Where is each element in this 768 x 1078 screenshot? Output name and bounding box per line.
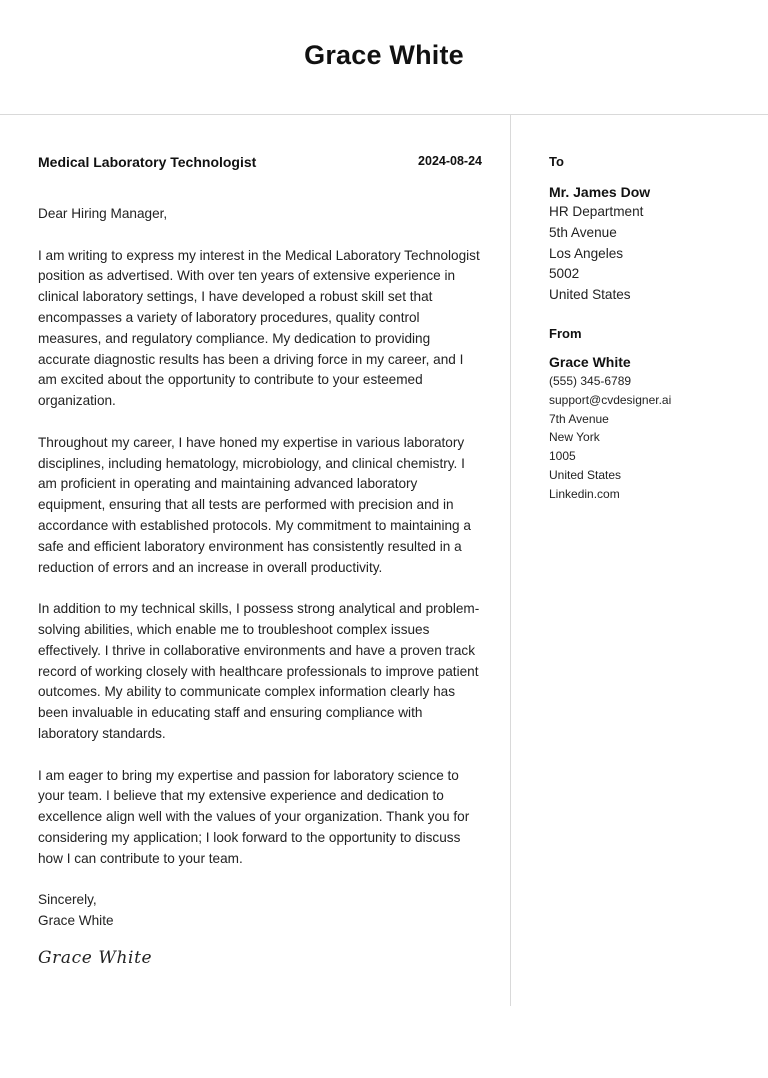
address-sidebar [549,152,759,504]
sender-email: support@cvdesigner.ai [549,392,672,407]
salutation: Dear Hiring Manager, [38,206,168,221]
closing-block [38,890,482,932]
recipient-city: Los Angeles [549,245,624,261]
sender-postcode: 1005 [549,449,576,464]
body-paragraph: In addition to my technical skills, I possess strong analytical and problem-solving abilities, which enable me to troubleshoot complex issues effectively. I thrive in collaborative environments and have a proven track record of working closely with healthcare professionals to improve patient outcomes. My ability to communicate complex information clearly has been invaluable in educating staff and ensuring compliance with laboratory standards. [38,601,480,741]
recipient-country: United States [549,287,631,303]
recipient-department: HR Department [549,204,644,219]
sender-city: New York [549,430,600,445]
sender-name: Grace White [549,353,631,370]
signature: Grace White [38,947,153,968]
sender-street: 7th Avenue [549,411,609,426]
column-divider [510,115,511,1006]
body-paragraph: I am writing to express my interest in the Medical Laboratory Technologist position as advertised. With over ten years of extensive experience in clinical laboratory settings, I have developed a robust skill set that encompasses a variety of laboratory procedures, quality control measures, and regulatory compliance. My dedication to providing accurate diagnostic results has been a driving force in my career, and I am excited about the opportunity to contribute to your esteemed organization. [38,247,480,409]
letter-body [38,152,482,968]
closing-phrase: Sincerely, [38,892,97,908]
recipient-street: 5th Avenue [549,224,617,240]
sender-phone: (555) 345-6789 [549,373,632,388]
recipient-name: Mr. James Dow [549,184,651,200]
recipient-postcode: 5002 [549,266,580,282]
body-paragraph: Throughout my career, I have honed my expertise in various laboratory disciplines, including hematology, microbiology, and clinical chemistry. I am proficient in operating and maintaining advanced laboratory equipment, ensuring that all tests are performed with precision and in accordance with established protocols. My commitment to maintaining a safe and efficient laboratory environment has consistently resulted in a reduction of errors and an increase in overall productivity. [38,434,471,575]
closing-name: Grace White [38,913,114,929]
letter-date: 2024-08-24 [418,154,482,168]
letter-header [0,0,768,115]
applicant-name: Grace White [304,40,464,70]
to-label: To [549,154,564,169]
sender-website: Linkedin.com [549,486,620,501]
job-row [38,152,482,174]
body-paragraph: I am eager to bring my expertise and passion for laboratory science to your team. I believe that my extensive experience and dedication to excellence align well with the values of your organization. Thank you for considering my application; I look forward to the opportunity to discuss how I can contribute to your team. [38,767,470,866]
job-title: Medical Laboratory Technologist [38,154,257,170]
sender-country: United States [549,467,622,482]
from-label: From [549,325,582,341]
